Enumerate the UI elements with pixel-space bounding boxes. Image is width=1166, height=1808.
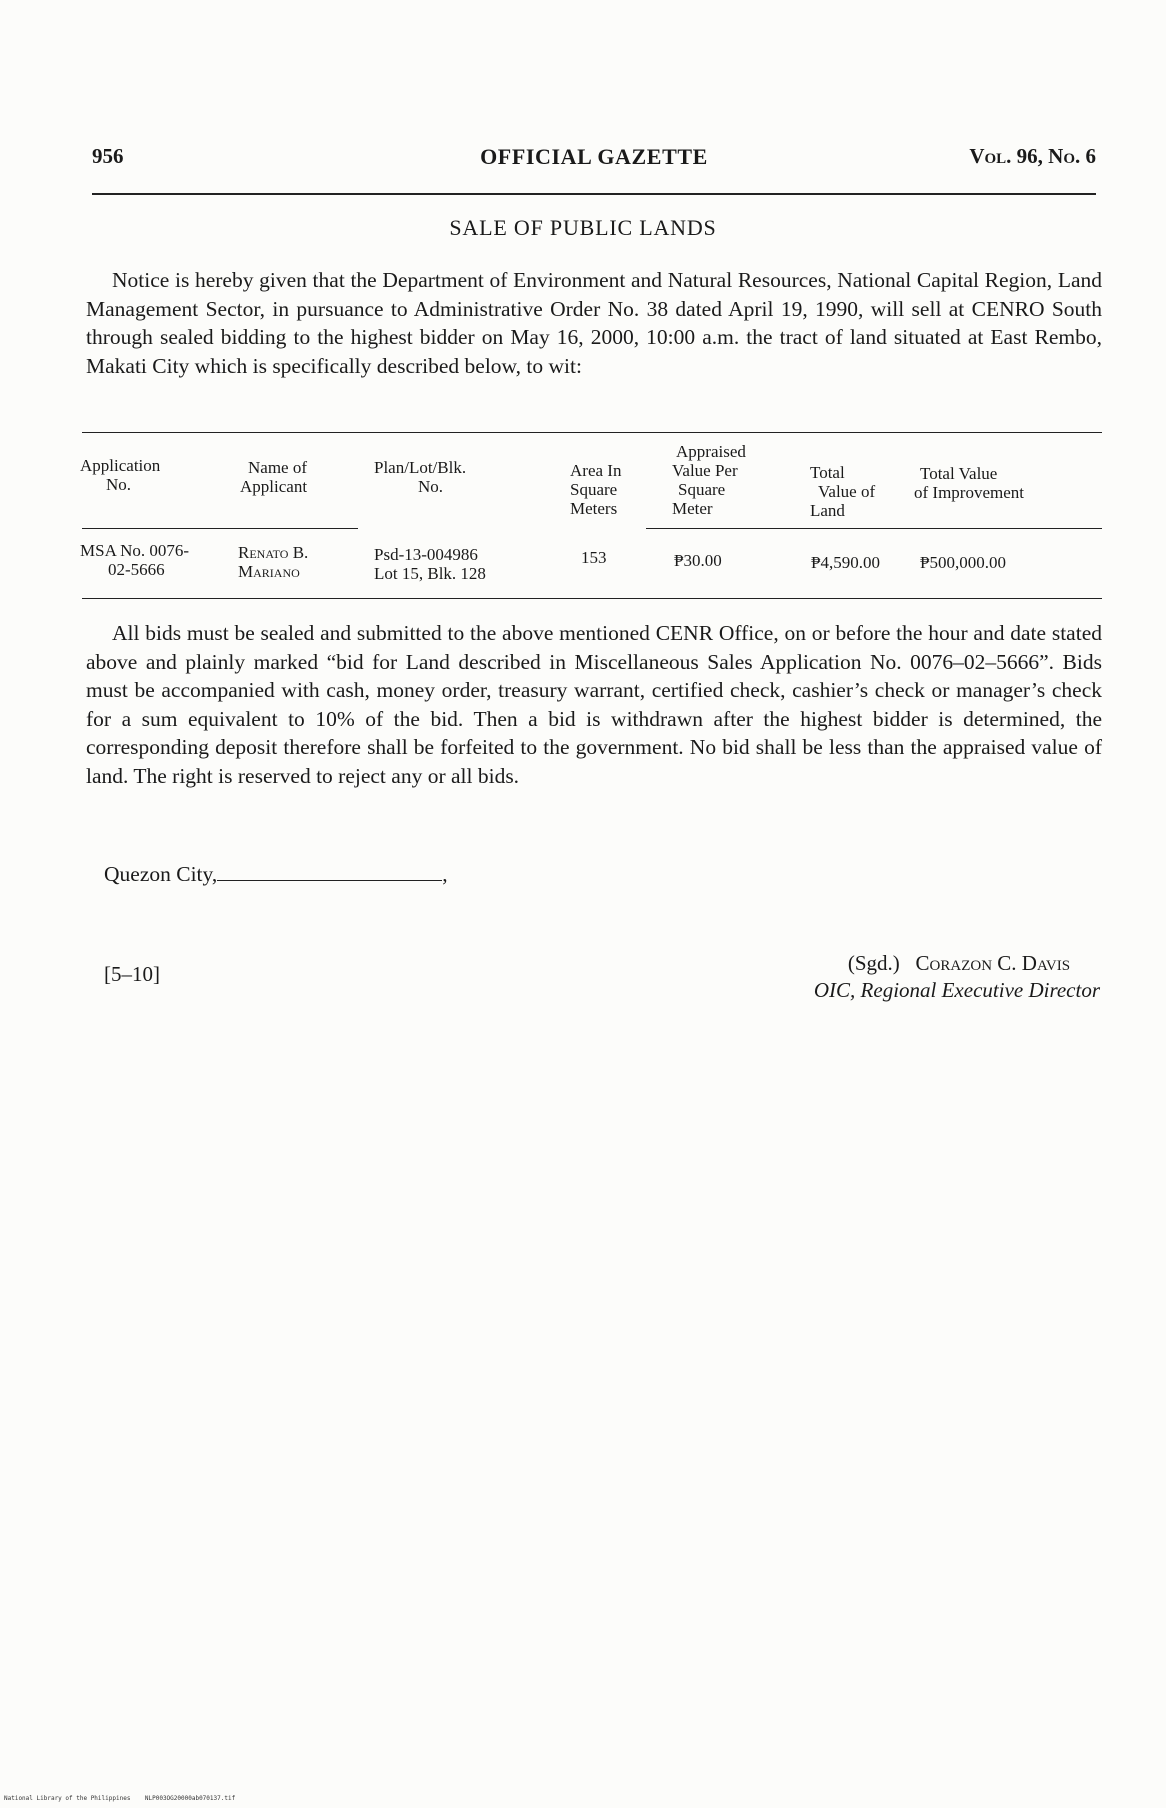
place-line	[104, 862, 448, 887]
notice-paragraph-intro: Notice is hereby given that the Department of Environment and Natural Resources, National Capital Region, Land Management Sector, in pursuance to Administrative Order No. 38 dated April 19, 1990, will sell at CENRO South through sealed bidding to the highest bidder on May 16, 2000, 10:00 a.m. the tract of land situated at East Rembo, Makati City which is specifically described below, to wit:	[86, 268, 1102, 378]
header-land-line: Total	[810, 463, 845, 482]
signatory-name: Corazon C. Davis	[915, 951, 1071, 975]
signature-line	[848, 950, 1100, 977]
header-appraised-line: Meter	[672, 499, 713, 518]
signature-block	[814, 950, 1100, 1004]
header-land-line: Value of	[818, 482, 876, 501]
volume-number: Vol. 96, No. 6	[969, 144, 1096, 168]
header-plan	[374, 458, 466, 496]
notice-title: SALE OF PUBLIC LANDS	[449, 215, 717, 240]
header-area-line: Area In	[570, 461, 622, 480]
cell-land-value: ₱4,590.00	[811, 553, 880, 572]
header-applicant-line: Name of	[248, 458, 308, 477]
header-appraised	[672, 442, 746, 518]
cell-plan-line: Psd-13-004986	[374, 545, 478, 564]
cell-applicant-line: Renato B.	[238, 543, 309, 562]
table-bottom-rule	[82, 598, 1102, 599]
header-improvement	[914, 464, 1024, 502]
cell-appraised-value: ₱30.00	[674, 551, 722, 570]
cell-application-line: 02-5666	[108, 560, 165, 579]
place-name: Quezon City,	[104, 862, 218, 886]
cell-application-line: MSA No. 0076-	[80, 541, 190, 560]
header-plan-line: No.	[418, 477, 444, 496]
cell-plan-lot-blk	[374, 545, 486, 583]
table-top-rule	[82, 432, 1102, 433]
header-area-line: Square	[570, 480, 618, 499]
signatory-title: OIC, Regional Executive Director	[813, 978, 1100, 1002]
notice-paragraph-bids: All bids must be sealed and submitted to the above mentioned CENR Office, on or before the hour and date stated above and plainly marked “bid for Land described in Miscellaneous Sales Application No. 0076–02–5666”. Bids must be accompanied with cash, money order, treasury warrant, certified check, cashier’s check or manager’s check for a sum equivalent to 10% of the bid. Then a bid is withdrawn after the highest bidder is determined, the corresponding deposit therefore shall be forfeited to the government. No bid shall be less than the appraised value of land. The right is reserved to reject any or all bids.	[86, 621, 1102, 788]
header-land-value	[810, 463, 875, 520]
cell-applicant-name	[238, 543, 308, 581]
header-application	[80, 456, 160, 494]
cell-application-no	[80, 541, 189, 579]
running-head	[92, 144, 1096, 176]
cell-area: 153	[581, 548, 607, 567]
cell-improvement-value: ₱500,000.00	[920, 553, 1006, 572]
publication-title: OFFICIAL GAZETTE	[480, 144, 708, 169]
header-rule	[92, 193, 1096, 195]
date-blank-line	[217, 866, 442, 881]
header-land-line: Land	[810, 501, 845, 520]
issue-reference: [5–10]	[104, 962, 160, 986]
cell-applicant-line: Mariano	[238, 562, 300, 581]
header-improvement-line: of Improvement	[914, 483, 1024, 502]
header-applicant-line: Applicant	[240, 477, 308, 496]
cell-plan-line: Lot 15, Blk. 128	[374, 564, 486, 583]
header-improvement-line: Total Value	[920, 464, 998, 483]
header-plan-line: Plan/Lot/Blk.	[374, 458, 467, 477]
signed-mark: (Sgd.)	[847, 951, 900, 975]
table-header-rule-left	[82, 528, 358, 529]
archive-footer-note: National Library of the Philippines NLP003OG20000ab070137.tif	[4, 1795, 236, 1802]
header-application-line: Application	[80, 456, 161, 475]
header-area	[570, 461, 621, 518]
header-area-line: Meters	[570, 499, 618, 518]
header-applicant	[240, 458, 307, 496]
header-appraised-line: Square	[678, 480, 726, 499]
header-appraised-line: Value Per	[672, 461, 738, 480]
table-header-rule-right	[646, 528, 1102, 529]
page-number: 956	[92, 144, 124, 168]
header-appraised-line: Appraised	[676, 442, 746, 461]
header-application-line: No.	[106, 475, 132, 494]
place-comma: ,	[442, 862, 448, 886]
